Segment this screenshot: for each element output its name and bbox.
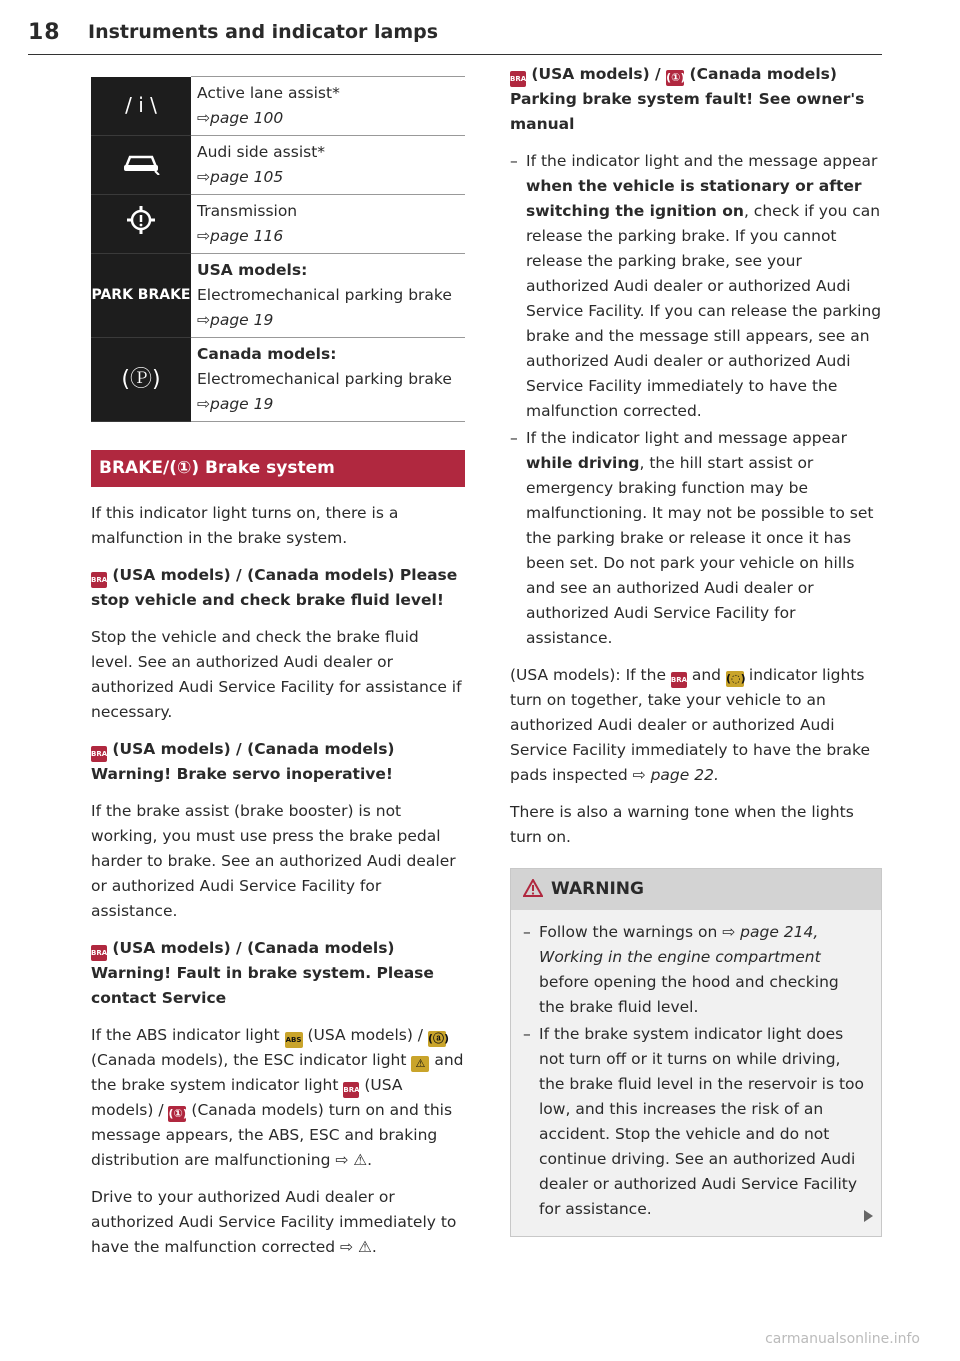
park-brake-icon: PARK BRAKE xyxy=(91,254,191,338)
message-text: If the ABS indicator light ABS (USA models) / (ⓐ) (Canada models), the ESC indicator light ⚠ and the brake system indicator light BRAKE (USA models) / (①) (Canada models) turn on and this message appears, the ABS, ESC and braking distribution are malfunctioning ⇨ ⚠. xyxy=(91,1026,464,1169)
brake-icon: BRAKE xyxy=(510,71,526,87)
continue-arrow-icon xyxy=(864,1210,873,1222)
list-item: – If the indicator light and message appear while driving, the hill start assist or emergency braking function may be malfunctioning. It may not be possible to set the parking brake or release it once it has been set. Do not park your vehicle on hills and see an authorized Audi dealer or authorized Audi Service Facility for assistance. xyxy=(510,426,882,651)
lane-assist-icon: / i \ xyxy=(91,77,191,136)
brake-icon: BRAKE xyxy=(91,572,107,588)
page-number: 18 xyxy=(28,20,61,45)
page-link[interactable]: ⇨page 105 xyxy=(197,168,284,186)
section-title: BRAKE/(①) Brake system xyxy=(91,450,465,487)
message-title: BRAKE (USA models) / (Canada models) Warning! Brake servo inoperative! xyxy=(91,740,395,783)
message-text: Stop the vehicle and check the brake fluid level. See an authorized Audi dealer or authorized Audi Service Facility for assistance if necessary. xyxy=(91,628,462,721)
brake-canada-icon: (①) xyxy=(666,71,686,84)
left-column xyxy=(91,62,465,1272)
indicator-label: Electromechanical parking brake xyxy=(197,370,452,388)
page-link[interactable]: ⇨page 19 xyxy=(197,395,274,413)
message-title: BRAKE (USA models) / (Canada models) Please stop vehicle and check brake fluid level! xyxy=(91,566,458,609)
message-title: BRAKE (USA models) / (①) (Canada models) Parking brake system fault! See owner's manual xyxy=(510,65,865,133)
transmission-icon xyxy=(91,195,191,254)
bullet-list xyxy=(510,149,882,651)
page-link[interactable]: ⇨page 116 xyxy=(197,227,284,245)
indicator-row xyxy=(91,77,465,136)
abs-canada-icon: (ⓐ) xyxy=(427,1032,450,1045)
page-link[interactable]: ⇨page 19 xyxy=(197,311,274,329)
brake-icon: BRAKE xyxy=(91,746,107,762)
usa-note: (USA models): If the BRAKE and (◌) indicator lights turn on together, take your vehicle to an authorized Audi dealer or authorized Audi Service Facility immediately to have the brake pads inspected ⇨ page 22. xyxy=(510,666,871,784)
brake-icon: BRAKE xyxy=(343,1082,359,1098)
indicator-heading: Canada models: xyxy=(197,345,337,363)
warning-icon xyxy=(523,879,543,897)
warning-list xyxy=(523,920,869,1222)
message-text: If the brake assist (brake booster) is not working, you must use press the brake pedal harder to brake. See an authorized Audi dealer or authorized Audi Service Facility for assistance. xyxy=(91,802,456,920)
page-link[interactable]: page 214, Working in the engine compartment xyxy=(539,923,821,966)
warning-title: WARNING xyxy=(551,879,644,899)
brake-icon: BRAKE xyxy=(671,672,687,688)
side-assist-icon xyxy=(91,136,191,195)
message-text: Drive to your authorized Audi dealer or authorized Audi Service Facility immediately to have the malfunction corrected ⇨ ⚠. xyxy=(91,1188,457,1256)
indicator-label: Electromechanical parking brake xyxy=(197,286,452,304)
right-column xyxy=(510,62,882,1237)
indicator-row xyxy=(91,254,465,338)
page-link[interactable]: page 22. xyxy=(650,766,719,784)
indicator-row xyxy=(91,195,465,254)
tone-note: There is also a warning tone when the lights turn on. xyxy=(510,803,854,846)
indicator-table xyxy=(91,76,465,422)
esc-icon: ⚠ xyxy=(411,1056,429,1072)
list-item: – Follow the warnings on ⇨ page 214, Working in the engine compartment before opening the hood and checking the brake fluid level. xyxy=(523,920,869,1020)
abs-icon: ABS xyxy=(285,1032,303,1048)
indicator-label: Transmission xyxy=(197,202,298,220)
page-title: Instruments and indicator lamps xyxy=(88,21,439,43)
parking-brake-circle-icon: (Ⓟ) xyxy=(91,338,191,422)
page-header xyxy=(28,18,882,55)
brake-icon: BRAKE xyxy=(91,945,107,961)
warning-header xyxy=(511,869,881,910)
list-item: – If the indicator light and the message appear when the vehicle is stationary or after switching the ignition on, check if you can release the parking brake. If you cannot release the parking brake, see your authorized Audi dealer or authorized Audi Service Facility. If you can release the parking brake and the message still appears, see an authorized Audi dealer or authorized Audi Service Facility immediately to have the malfunction corrected. xyxy=(510,149,882,424)
warning-body xyxy=(511,910,881,1236)
indicator-label: Active lane assist* xyxy=(197,84,340,102)
warning-box xyxy=(510,868,882,1237)
indicator-row xyxy=(91,338,465,422)
message-title: BRAKE (USA models) / (Canada models) Warning! Fault in brake system. Please contact Service xyxy=(91,939,434,1007)
page-link[interactable]: ⇨page 100 xyxy=(197,109,284,127)
intro-text: If this indicator light turns on, there is a malfunction in the brake system. xyxy=(91,504,399,547)
list-item: – If the brake system indicator light does not turn off or it turns on while driving, the brake fluid level in the reservoir is too low, and this increases the risk of an accident. Stop the vehicle and do not continue driving. See an authorized Audi dealer or authorized Audi Service Facility for assistance. xyxy=(523,1022,869,1222)
footer-watermark: carmanualsonline.info xyxy=(765,1331,920,1347)
brake-canada-icon: (①) xyxy=(168,1107,188,1120)
indicator-row xyxy=(91,136,465,195)
indicator-heading: USA models: xyxy=(197,261,308,279)
brake-pad-icon: (◌) xyxy=(725,672,746,685)
indicator-label: Audi side assist* xyxy=(197,143,326,161)
